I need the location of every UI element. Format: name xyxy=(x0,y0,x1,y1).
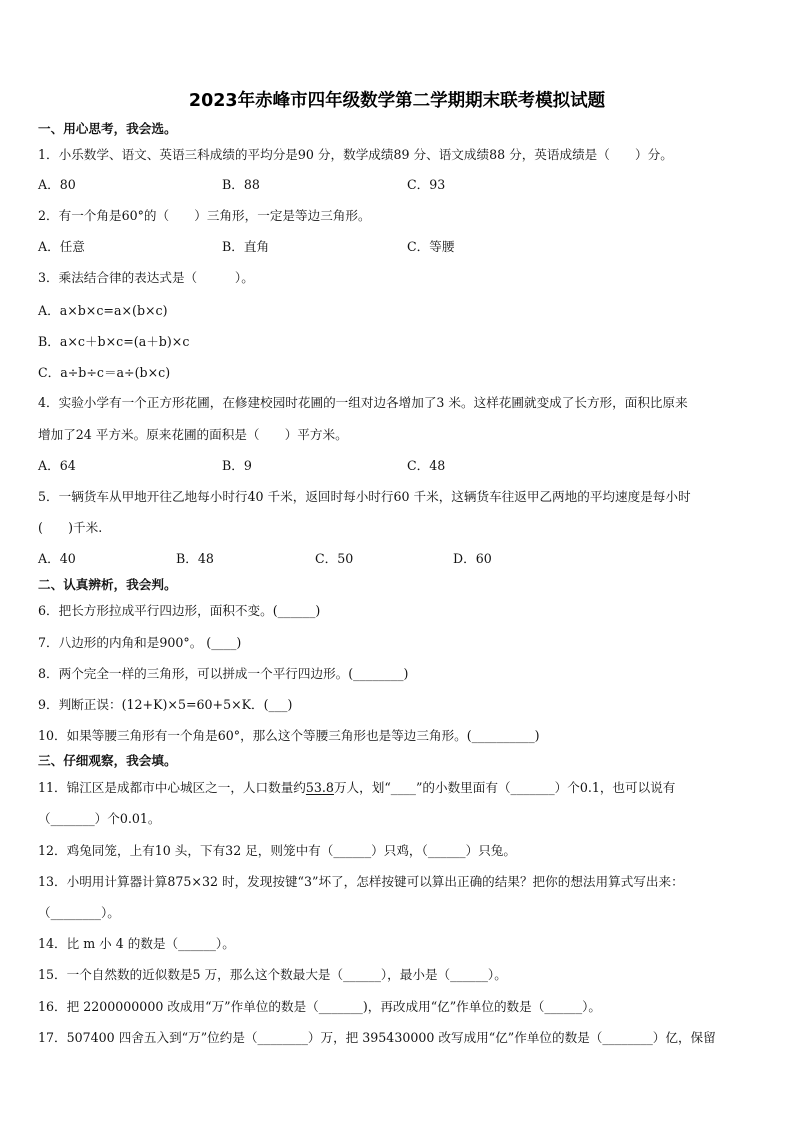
question-6: 6．把长方形拉成平行四边形，面积不变。(______) xyxy=(38,603,321,618)
question-5-line-1: 5．一辆货车从甲地开往乙地每小时行40 千米，返回时每小时行60 千米，这辆货车往返甲乙两地的平均速度是每小时 xyxy=(38,489,691,504)
question-4-line-1: 4．实验小学有一个正方形花圃，在修建校园时花圃的一组对边各增加了3 米。这样花圃就变成了长方形，面积比原来 xyxy=(38,395,688,410)
question-13-line-1: 13．小明用计算器计算875×32 时，发现按键“3”坏了，怎样按键可以算出正确的结果？把你的想法用算式写出来： xyxy=(38,874,684,889)
q2-option-b: B．直角 xyxy=(222,239,270,254)
q11-text-end: 万人，划“____”的小数里面有（_______）个0.1，也可以说有 xyxy=(333,780,676,795)
section-heading-2: 二、认真辨析，我会判。 xyxy=(38,577,177,592)
question-8: 8．两个完全一样的三角形，可以拼成一个平行四边形。(________) xyxy=(38,666,409,681)
question-13-line-2: （________）。 xyxy=(38,905,120,920)
question-11-line-1 xyxy=(38,780,675,796)
question-7: 7．八边形的内角和是900°。 (____) xyxy=(38,635,242,650)
q1-option-b: B．88 xyxy=(222,177,260,192)
q4-option-a: A．64 xyxy=(38,458,76,473)
question-15: 15．一个自然数的近似数是5 万，那么这个数最大是（______），最小是（______）。 xyxy=(38,967,507,982)
section-heading-3: 三、仔细观察，我会填。 xyxy=(38,753,177,768)
question-14: 14．比 m 小 4 的数是（______）。 xyxy=(38,936,235,951)
q3-option-a: A．a×b×c=a×(b×c) xyxy=(38,303,168,318)
q2-option-c: C．等腰 xyxy=(407,239,455,254)
question-12: 12．鸡兔同笼，上有10 头，下有32 足，则笼中有（______）只鸡，（______）只兔。 xyxy=(38,843,516,858)
question-16: 16．把 2200000000 改成用“万”作单位的数是（_______)，再改成用“亿”作单位的数是（______）。 xyxy=(38,999,602,1014)
q5-option-c: C．50 xyxy=(315,551,354,566)
question-11-line-2: （_______）个0.01。 xyxy=(38,811,161,826)
q11-underlined-number: 53.8 xyxy=(305,780,334,795)
q5-option-b: B．48 xyxy=(176,551,214,566)
q5-option-a: A．40 xyxy=(38,551,76,566)
question-9: 9．判断正误：(12+K)×5=60+5×K．(___) xyxy=(38,697,293,712)
question-1: 1．小乐数学、语文、英语三科成绩的平均分是90 分，数学成绩89 分、语文成绩88 分，英语成绩是（ ）分。 xyxy=(38,147,673,162)
q4-option-b: B．9 xyxy=(222,458,252,473)
q3-option-b: B．a×c＋b×c=(a＋b)×c xyxy=(38,334,190,349)
question-5-line-2: ( )千米. xyxy=(38,520,103,535)
q5-option-d: D．60 xyxy=(453,551,492,566)
question-10: 10．如果等腰三角形有一个角是60°，那么这个等腰三角形也是等边三角形。(__________) xyxy=(38,728,540,743)
q11-text-start: 11．锦江区是成都市中心城区之一，人口数量约 xyxy=(38,780,306,795)
q1-option-a: A．80 xyxy=(38,177,76,192)
q3-option-c: C．a÷b÷c＝a÷(b×c) xyxy=(38,365,171,380)
question-17: 17．507400 四舍五入到“万”位约是（________）万，把 395430000 改写成用“亿”作单位的数是（________）亿，保留 xyxy=(38,1030,716,1045)
q2-option-a: A．任意 xyxy=(38,239,85,254)
question-2: 2．有一个角是60°的（ ）三角形，一定是等边三角形。 xyxy=(38,208,371,223)
q4-option-c: C．48 xyxy=(407,458,446,473)
question-3: 3．乘法结合律的表达式是（ ）。 xyxy=(38,270,254,285)
question-4-line-2: 增加了24 平方米。原来花圃的面积是（ ）平方米。 xyxy=(38,427,348,442)
q1-option-c: C．93 xyxy=(407,177,446,192)
section-heading-1: 一、用心思考，我会选。 xyxy=(38,121,177,136)
page-title: 2023年赤峰市四年级数学第二学期期末联考模拟试题 xyxy=(188,91,606,111)
